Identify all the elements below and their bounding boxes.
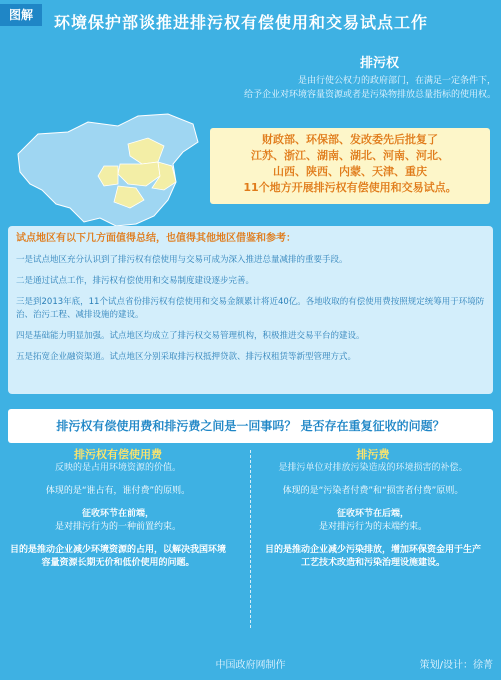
summary-heading: 试点地区有以下几方面值得总结，也值得其他地区借鉴和参考： — [16, 233, 296, 244]
notice-line1: 财政部、环保部、发改委先后批复了 — [262, 133, 438, 146]
summary-panel — [8, 226, 493, 394]
summary-item: 二是通过试点工作，排污权有偿使用和交易制度建设逐步完善。 — [16, 276, 255, 286]
question-banner: 排污权有偿使用费和排污费之间是一回事吗？ 是否存在重复征收的问题？ — [8, 409, 493, 443]
summary-item: 五是拓宽企业融资渠道。试点地区分别采取排污权抵押贷款、排污权租赁等新型管理方式。 — [16, 352, 357, 362]
right-p4: 目的是推动企业减少污染排放，增加环保资金用于生产工艺技术改造和污染治理设施建设。 — [264, 545, 481, 568]
footer — [0, 650, 501, 674]
left-p4: 目的是推动企业减少环境资源的占用，以解决我国环境容量资源长期无价和低价使用的问题。 — [9, 545, 226, 568]
header — [0, 0, 501, 44]
pilot-notice — [210, 128, 490, 204]
left-p3: 是对排污行为的一种前置约束。 — [54, 522, 181, 532]
right-p1: 是排污单位对排放污染造成的环境损害的补偿。 — [278, 463, 468, 473]
left-p3-title: 征收环节在前端， — [81, 509, 154, 519]
left-p2: 体现的是“谁占有，谁付费”的原则。 — [45, 486, 191, 496]
term-desc-line1: 是由行使公权力的政府部门，在满足一定条件下， — [297, 76, 496, 86]
china-map — [8, 104, 208, 234]
footer-credit: 策划/设计：徐菁 — [419, 660, 493, 671]
summary-item: 三是到2013年底，11个试点省份排污权有偿使用和交易金额累计将近40亿。各地收取的有偿使用费按照规定统筹用于环境防治、治污工程、减排设施的建设。 — [16, 297, 485, 320]
notice-result: 11个地方开展排污权有偿使用和交易试点。 — [243, 181, 457, 194]
right-title: 排污费 — [356, 448, 390, 461]
notice-cities-line2: 山西、陕西、内蒙、天津、重庆 — [273, 165, 427, 178]
term-desc-line2: 给予企业对环境容量资源或者是污染物排放总量指标的使用权。 — [243, 90, 496, 100]
right-p3-title: 征收环节在后端， — [336, 509, 409, 519]
term-description — [210, 74, 496, 102]
right-p3: 是对排污行为的末端约束。 — [318, 522, 427, 532]
summary-item: 一是试点地区充分认识到了排污权有偿使用与交易可成为深入推进总量减排的重要手段。 — [16, 255, 348, 265]
notice-cities-line1: 江苏、浙江、湖南、湖北、河南、河北、 — [251, 149, 449, 162]
left-title: 排污权有偿使用费 — [74, 448, 162, 461]
infographic-tag: 图解 — [0, 4, 42, 26]
comparison-divider — [250, 450, 251, 628]
comparison-right — [263, 448, 483, 580]
left-p1: 反映的是占用环境资源的价值。 — [54, 463, 181, 473]
page-title: 环境保护部谈推进排污权有偿使用和交易试点工作 — [54, 13, 429, 32]
comparison-left — [8, 448, 228, 580]
term-title: 排污权 — [360, 56, 400, 71]
right-p2: 体现的是“污染者付费”和“损害者付费”原则。 — [282, 486, 464, 496]
comparison-section — [8, 448, 493, 636]
summary-item: 四是基础能力明显加强。试点地区均成立了排污权交易管理机构，积极推进交易平台的建设。 — [16, 331, 365, 341]
footer-org: 中国政府网制作 — [215, 660, 286, 671]
